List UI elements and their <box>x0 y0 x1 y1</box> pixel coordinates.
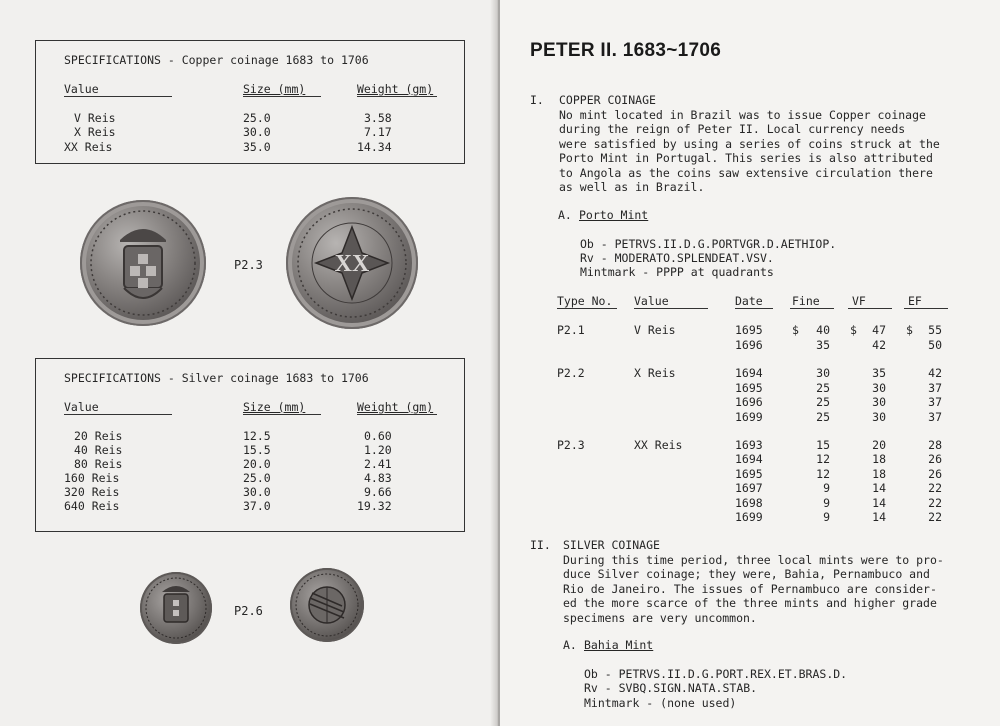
date-cell: 1695 <box>735 381 763 395</box>
date-cell: 1695 <box>735 323 763 337</box>
legend-line: Mintmark - (none used) <box>584 696 737 710</box>
vf-cell: 35 <box>872 366 886 380</box>
silver-spec-title: SPECIFICATIONS - Silver coinage 1683 to 1706 <box>64 371 369 385</box>
table-cell: 30.0 <box>243 485 271 499</box>
mint-a-name: Porto Mint <box>579 208 649 222</box>
table-cell: 20.0 <box>243 457 271 471</box>
ef-cell: 37 <box>928 395 942 409</box>
table-cell: 320 Reis <box>64 485 120 499</box>
ef-cell: 37 <box>928 410 942 424</box>
vf-cell: 47 <box>872 323 886 337</box>
vf-cell: 14 <box>872 510 886 524</box>
copper-header-size: Size (mm) <box>243 82 306 96</box>
legend-line: Ob - PETRVS.II.D.G.PORTVGR.D.AETHIOP. <box>580 237 837 251</box>
silver-header-weight: Weight (gm) <box>357 400 434 414</box>
paragraph-line: were satisfied by using a series of coins struck at the <box>559 137 940 151</box>
ef-cell: 26 <box>928 452 942 466</box>
date-cell: 1693 <box>735 438 763 452</box>
vf-cell: 30 <box>872 395 886 409</box>
vf-cell: 14 <box>872 496 886 510</box>
table-cell: 15.5 <box>243 443 271 457</box>
paragraph-line: as well as in Brazil. <box>559 180 705 194</box>
silver-header-value-rule <box>64 414 172 415</box>
date-cell: 1696 <box>735 338 763 352</box>
copper-header-value: Value <box>64 82 99 96</box>
silver-coin-reverse-image <box>290 568 364 642</box>
table-cell: 160 Reis <box>64 471 120 485</box>
cross-icon <box>286 197 418 329</box>
header-ef: EF <box>908 294 922 308</box>
fine-cell: 9 <box>823 510 830 524</box>
copper-header-value-rule <box>64 96 172 97</box>
header-date: Date <box>735 294 763 308</box>
coat-of-arms-icon <box>140 572 212 644</box>
fine-cell: 12 <box>816 467 830 481</box>
legend-line: Ob - PETRVS.II.D.G.PORT.REX.ET.BRAS.D. <box>584 667 848 681</box>
table-cell: 4.83 <box>364 471 392 485</box>
ef-cell: 22 <box>928 481 942 495</box>
fine-cell: 25 <box>816 410 830 424</box>
table-cell: 0.60 <box>364 429 392 443</box>
paragraph-line: duce Silver coinage; they were, Bahia, Pernambuco and <box>563 567 930 581</box>
ef-cell: 28 <box>928 438 942 452</box>
copper-header-size-rule <box>243 96 321 97</box>
fine-cell: 12 <box>816 452 830 466</box>
type-number: P2.3 <box>557 438 585 452</box>
header-ef-rule <box>904 308 948 309</box>
paragraph-line: specimens are very uncommon. <box>563 611 757 625</box>
mint-a-letter: A. <box>558 208 572 222</box>
fine-cell: 30 <box>816 366 830 380</box>
paragraph-line: Rio de Janeiro. The issues of Pernambuco are consider- <box>563 582 937 596</box>
table-cell: 640 Reis <box>64 499 120 513</box>
type-number: P2.2 <box>557 366 585 380</box>
table-cell: 30.0 <box>243 125 271 139</box>
dollar-sign: $ <box>792 323 799 337</box>
table-cell: 25.0 <box>243 471 271 485</box>
type-value: XX Reis <box>634 438 683 452</box>
coin-label-p2-3: P2.3 <box>234 258 263 272</box>
header-vf: VF <box>852 294 866 308</box>
table-cell: V Reis <box>74 111 116 125</box>
table-cell: 7.17 <box>364 125 392 139</box>
ef-cell: 22 <box>928 496 942 510</box>
silver-coin-obverse-image <box>140 572 212 644</box>
table-cell: 14.34 <box>357 140 392 154</box>
table-cell: 80 Reis <box>74 457 123 471</box>
vf-cell: 30 <box>872 410 886 424</box>
copper-spec-title: SPECIFICATIONS - Copper coinage 1683 to 1706 <box>64 53 369 67</box>
legend-line: Rv - MODERATO.SPLENDEAT.VSV. <box>580 251 774 265</box>
fine-cell: 9 <box>823 481 830 495</box>
fine-cell: 15 <box>816 438 830 452</box>
table-cell: 3.58 <box>364 111 392 125</box>
table-cell: 40 Reis <box>74 443 123 457</box>
header-vf-rule <box>848 308 892 309</box>
vf-cell: 20 <box>872 438 886 452</box>
table-cell: 1.20 <box>364 443 392 457</box>
mint-b-name: Bahia Mint <box>584 638 654 652</box>
left-page <box>0 0 497 726</box>
table-cell: XX Reis <box>64 140 113 154</box>
vf-cell: 30 <box>872 381 886 395</box>
copper-coin-reverse-image <box>286 197 418 329</box>
ef-cell: 22 <box>928 510 942 524</box>
header-value-rule <box>634 308 708 309</box>
silver-header-size-rule <box>243 414 321 415</box>
table-cell: 12.5 <box>243 429 271 443</box>
vf-cell: 14 <box>872 481 886 495</box>
section-1-title: COPPER COINAGE <box>559 93 656 107</box>
header-value: Value <box>634 294 669 308</box>
paragraph-line: ed the more scarce of the three mints and higher grade <box>563 596 937 610</box>
ef-cell: 55 <box>928 323 942 337</box>
table-cell: 35.0 <box>243 140 271 154</box>
date-cell: 1697 <box>735 481 763 495</box>
silver-header-weight-rule <box>357 414 437 415</box>
silver-header-size: Size (mm) <box>243 400 306 414</box>
coin-center-xx: XX <box>334 251 370 277</box>
section-2-numeral: II. <box>530 538 551 552</box>
date-cell: 1698 <box>735 496 763 510</box>
ef-cell: 50 <box>928 338 942 352</box>
copper-coin-obverse-image <box>80 200 206 326</box>
dollar-sign: $ <box>906 323 913 337</box>
date-cell: 1696 <box>735 395 763 409</box>
header-fine: Fine <box>792 294 820 308</box>
ef-cell: 42 <box>928 366 942 380</box>
vf-cell: 18 <box>872 452 886 466</box>
type-value: V Reis <box>634 323 676 337</box>
dollar-sign: $ <box>850 323 857 337</box>
legend-line: Mintmark - PPPP at quadrants <box>580 265 774 279</box>
table-cell: 19.32 <box>357 499 392 513</box>
copper-header-weight-rule <box>357 96 437 97</box>
section-1-numeral: I. <box>530 93 544 107</box>
copper-header-weight: Weight (gm) <box>357 82 434 96</box>
type-number: P2.1 <box>557 323 585 337</box>
section-2-title: SILVER COINAGE <box>563 538 660 552</box>
table-cell: 37.0 <box>243 499 271 513</box>
ef-cell: 37 <box>928 381 942 395</box>
paragraph-line: No mint located in Brazil was to issue Copper coinage <box>559 108 926 122</box>
ef-cell: 26 <box>928 467 942 481</box>
fine-cell: 25 <box>816 395 830 409</box>
fine-cell: 40 <box>816 323 830 337</box>
vf-cell: 42 <box>872 338 886 352</box>
coat-of-arms-icon <box>80 200 206 326</box>
paragraph-line: during the reign of Peter II. Local currency needs <box>559 122 906 136</box>
date-cell: 1694 <box>735 366 763 380</box>
fine-cell: 25 <box>816 381 830 395</box>
date-cell: 1699 <box>735 510 763 524</box>
fine-cell: 35 <box>816 338 830 352</box>
date-cell: 1694 <box>735 452 763 466</box>
legend-line: Rv - SVBQ.SIGN.NATA.STAB. <box>584 681 758 695</box>
page-title: PETER II. 1683~1706 <box>530 40 722 61</box>
coin-label-p2-6: P2.6 <box>234 604 263 618</box>
right-page <box>500 0 1000 726</box>
mint-b-letter: A. <box>563 638 577 652</box>
header-type-no: Type No. <box>557 294 613 308</box>
paragraph-line: During this time period, three local mints were to pro- <box>563 553 944 567</box>
date-cell: 1699 <box>735 410 763 424</box>
table-cell: 9.66 <box>364 485 392 499</box>
silver-header-value: Value <box>64 400 99 414</box>
table-cell: 2.41 <box>364 457 392 471</box>
table-cell: X Reis <box>74 125 116 139</box>
type-value: X Reis <box>634 366 676 380</box>
vf-cell: 18 <box>872 467 886 481</box>
header-fine-rule <box>790 308 834 309</box>
fine-cell: 9 <box>823 496 830 510</box>
table-cell: 25.0 <box>243 111 271 125</box>
armillary-sphere-icon <box>290 568 364 642</box>
header-type-no-rule <box>557 308 617 309</box>
paragraph-line: Porto Mint in Portugal. This series is also attributed <box>559 151 933 165</box>
date-cell: 1695 <box>735 467 763 481</box>
table-cell: 20 Reis <box>74 429 123 443</box>
header-date-rule <box>735 308 773 309</box>
paragraph-line: to Angola as the coins saw extensive circulation there <box>559 166 933 180</box>
